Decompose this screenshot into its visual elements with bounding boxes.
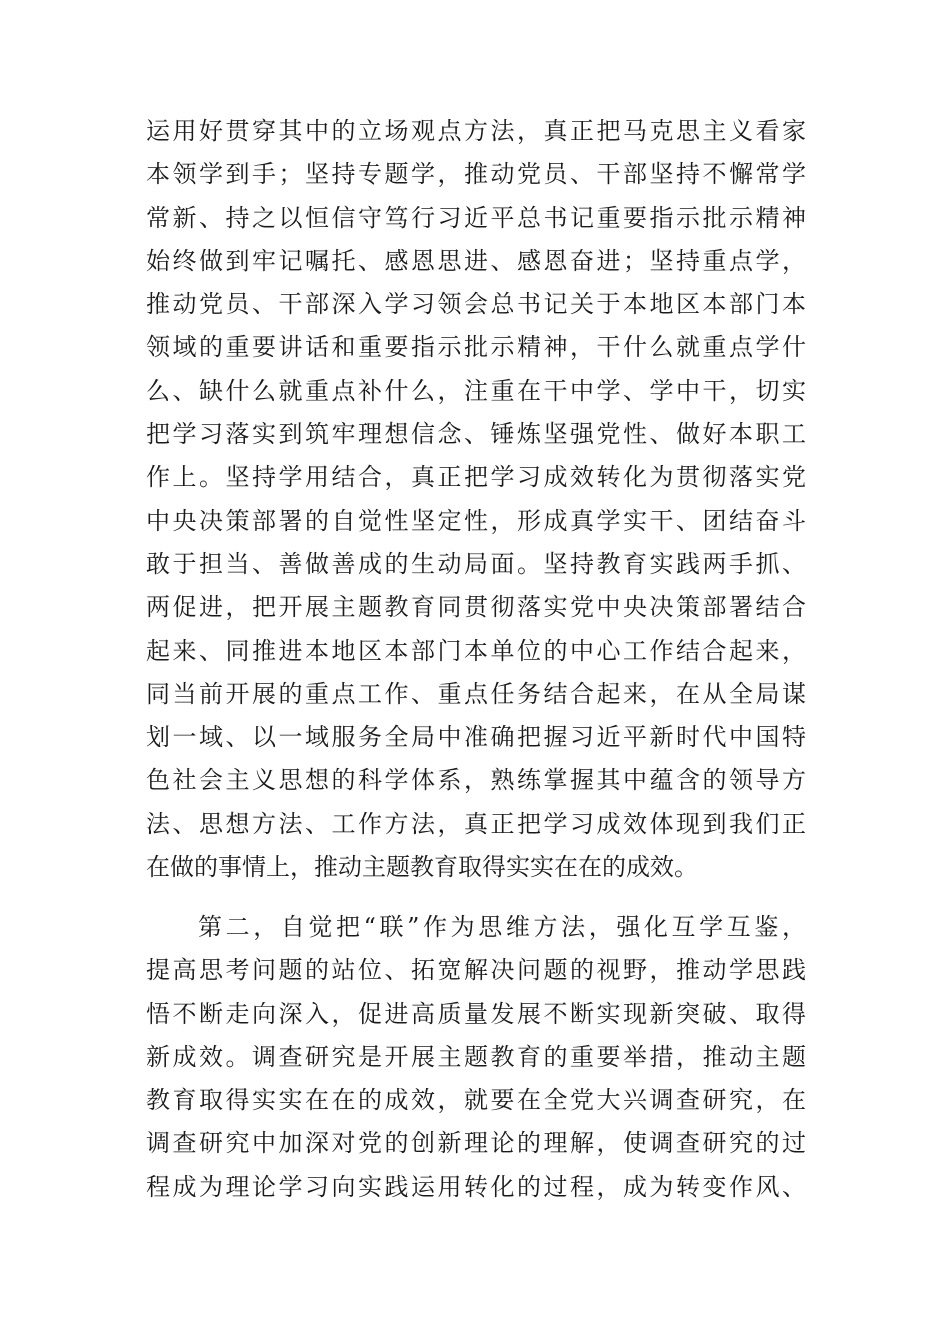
text-line: 在做的事情上，推动主题教育取得实实在在的成效。 xyxy=(146,853,698,882)
paragraph-study-methods xyxy=(146,110,806,889)
text-line: 本领学到手；坚持专题学，推动党员、干部坚持不懈常学 xyxy=(146,160,806,189)
text-line: 推动党员、干部深入学习领会总书记关于本地区本部门本 xyxy=(146,290,806,319)
text-line: 么、缺什么就重点补什么，注重在干中学、学中干，切实 xyxy=(146,376,806,405)
text-line: 法、思想方法、工作方法，真正把学习成效体现到我们正 xyxy=(146,809,806,838)
text-line: 敢于担当、善做善成的生动局面。坚持教育实践两手抓、 xyxy=(146,549,806,578)
paragraph-second-point xyxy=(146,906,806,1209)
text-line: 悟不断走向深入，促进高质量发展不断实现新突破、取得 xyxy=(146,999,806,1028)
text-line: 新成效。调查研究是开展主题教育的重要举措，推动主题 xyxy=(146,1042,806,1071)
text-line: 程成为理论学习向实践运用转化的过程，成为转变作风、 xyxy=(146,1172,806,1201)
text-line: 划一域、以一域服务全局中准确把握习近平新时代中国特 xyxy=(146,723,806,752)
text-line: 调查研究中加深对党的创新理论的理解，使调查研究的过 xyxy=(146,1129,806,1158)
text-line: 把学习落实到筑牢理想信念、锤炼坚强党性、做好本职工 xyxy=(146,420,806,449)
text-line: 始终做到牢记嘱托、感恩思进、感恩奋进；坚持重点学， xyxy=(146,246,806,275)
text-line: 运用好贯穿其中的立场观点方法，真正把马克思主义看家 xyxy=(146,117,806,145)
text-line: 作上。坚持学用结合，真正把学习成效转化为贯彻落实党 xyxy=(146,463,806,492)
text-line: 两促进，把开展主题教育同贯彻落实党中央决策部署结合 xyxy=(146,593,806,622)
text-line: 起来、同推进本地区本部门本单位的中心工作结合起来， xyxy=(146,636,806,665)
text-line: 中央决策部署的自觉性坚定性，形成真学实干、团结奋斗 xyxy=(146,506,806,535)
text-line: 领域的重要讲话和重要指示批示精神，干什么就重点学什 xyxy=(146,333,806,362)
text-line: 提高思考问题的站位、拓宽解决问题的视野，推动学思践 xyxy=(146,956,806,985)
text-line: 教育取得实实在在的成效，就要在全党大兴调查研究，在 xyxy=(146,1086,806,1115)
text-line: 同当前开展的重点工作、重点任务结合起来，在从全局谋 xyxy=(146,679,806,708)
text-line: 第二，自觉把“联”作为思维方法，强化互学互鉴， xyxy=(198,913,806,941)
text-line: 色社会主义思想的科学体系，熟练掌握其中蕴含的领导方 xyxy=(146,766,806,795)
text-line: 常新、持之以恒信守笃行习近平总书记重要指示批示精神 xyxy=(146,203,806,232)
